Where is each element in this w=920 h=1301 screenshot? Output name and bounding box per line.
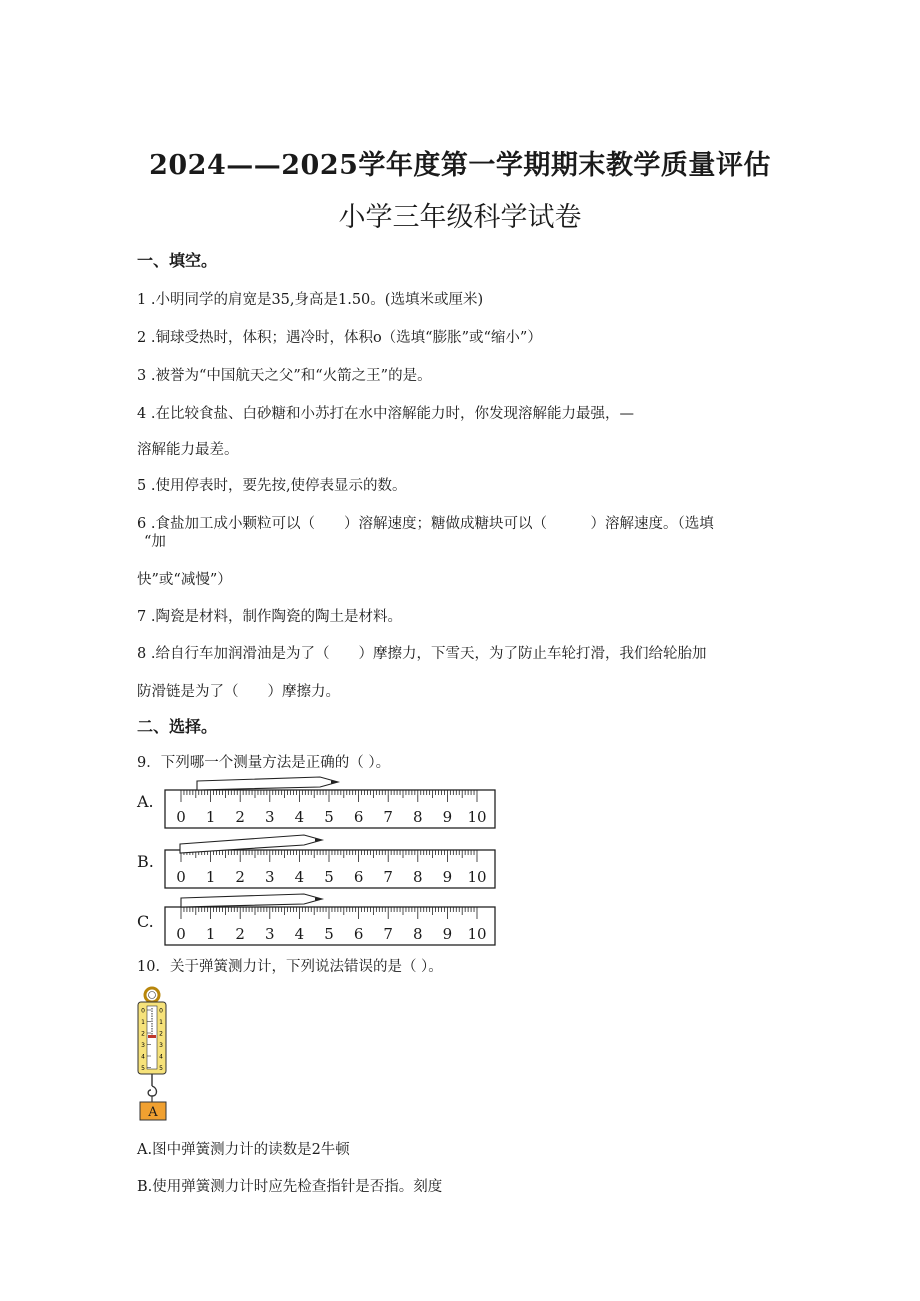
ruler-number: 10	[467, 925, 487, 943]
ruler-number: 6	[353, 868, 364, 886]
ruler-number: 8	[413, 808, 423, 826]
question-6-wrap: “加	[144, 534, 166, 550]
section-heading-fill-blank: 一、填空。	[137, 251, 218, 270]
section-heading-choice: 二、选择。	[137, 717, 218, 736]
ruler-option-b	[134, 830, 504, 890]
ruler-number: 5	[324, 808, 334, 826]
ruler-number: 5	[324, 868, 334, 886]
ruler-number: 9	[442, 925, 453, 943]
ruler-number: 4	[294, 868, 305, 886]
pencil	[181, 894, 322, 907]
ruler-number: 2	[235, 808, 245, 826]
ruler-number: 0	[176, 808, 186, 826]
ruler-number: 8	[413, 925, 423, 943]
spring-scale-image	[134, 986, 174, 1122]
pencil	[197, 777, 338, 790]
question-3: 3 .被誉为“中国航天之父”和“火箭之王”的是。	[137, 368, 432, 384]
option-b-label: B.	[137, 852, 154, 871]
ruler-number: 0	[176, 925, 186, 943]
ruler-number: 3	[265, 868, 275, 886]
ruler-number: 1	[205, 868, 216, 886]
ruler-number: 1	[205, 925, 216, 943]
ruler-option-a	[134, 772, 504, 830]
ruler-number: 10	[467, 808, 487, 826]
ruler-number: 7	[383, 808, 393, 826]
question-6: 6 .食盐加工成小颗粒可以（ ）溶解速度；糖做成糖块可以（ ）溶解速度。（选填	[137, 516, 714, 532]
ruler-number: 1	[205, 808, 216, 826]
ruler-number: 9	[442, 868, 453, 886]
question-10-option-a: A.图中弹簧测力计的读数是2牛顿	[137, 1142, 350, 1158]
question-4: 4 .在比较食盐、白砂糖和小苏打在水中溶解能力时，你发现溶解能力最强，—	[137, 406, 634, 422]
ruler-number: 2	[235, 868, 245, 886]
ruler-number: 5	[324, 925, 334, 943]
scale-number: 0	[159, 1007, 163, 1015]
question-1: 1 .小明同学的肩宽是35,身高是1.50。(选填米或厘米)	[137, 292, 484, 308]
ruler-number: 7	[383, 868, 393, 886]
ruler-number: 10	[467, 868, 487, 886]
scale-number: 0	[141, 1007, 145, 1015]
question-5: 5 .使用停表时，要先按,使停表显示的数。	[137, 478, 407, 494]
ruler-number: 7	[383, 925, 393, 943]
question-8-continued: 防滑链是为了（ ）摩擦力。	[137, 684, 340, 700]
question-8: 8 .给自行车加润滑油是为了（ ）摩擦力，下雪天，为了防止车轮打滑，我们给轮胎加	[137, 646, 707, 662]
ruler-number: 6	[353, 808, 364, 826]
question-10-option-b: B.使用弹簧测力计时应先检查指针是否指。刻度	[137, 1179, 443, 1195]
ruler-number: 3	[265, 925, 275, 943]
scale-number: 3	[159, 1042, 163, 1049]
scale-number: 5	[141, 1065, 145, 1072]
exam-title: 2024——2025学年度第一学期期末教学质量评估	[149, 150, 771, 181]
ruler-number: 8	[413, 868, 423, 886]
scale-number: 5	[159, 1065, 163, 1072]
scale-number: 2	[159, 1030, 163, 1038]
ruler-number: 4	[294, 925, 305, 943]
scale-number: 2	[141, 1030, 145, 1038]
question-9: 9．下列哪一个测量方法是正确的（ ）。	[137, 755, 391, 771]
ruler-number: 4	[294, 808, 305, 826]
ruler-number: 6	[353, 925, 364, 943]
question-4-continued: 溶解能力最差。	[137, 442, 239, 458]
ruler-number: 9	[442, 808, 453, 826]
option-a-label: A.	[137, 792, 154, 811]
scale-number: 1	[141, 1019, 145, 1026]
ruler-number: 0	[176, 868, 186, 886]
exam-subtitle: 小学三年级科学试卷	[338, 202, 582, 233]
scale-number: 4	[159, 1053, 163, 1061]
question-6-continued: 快”或“减慢”）	[137, 572, 232, 588]
ruler-number: 3	[265, 808, 275, 826]
ruler-option-c	[134, 893, 504, 947]
scale-number: 4	[141, 1053, 145, 1061]
scale-number: 1	[159, 1019, 163, 1026]
question-10: 10．关于弹簧测力计，下列说法错误的是（ ）。	[137, 959, 443, 975]
scale-number: 3	[141, 1042, 145, 1049]
weight-label: A	[148, 1105, 158, 1120]
question-7: 7 .陶瓷是材料，制作陶瓷的陶土是材料。	[137, 609, 402, 625]
question-2: 2 .铜球受热时，体积；遇冷时，体积o（选填“膨胀”或“缩小”）	[137, 330, 542, 346]
option-c-label: C.	[137, 912, 154, 931]
ruler-number: 2	[235, 925, 245, 943]
